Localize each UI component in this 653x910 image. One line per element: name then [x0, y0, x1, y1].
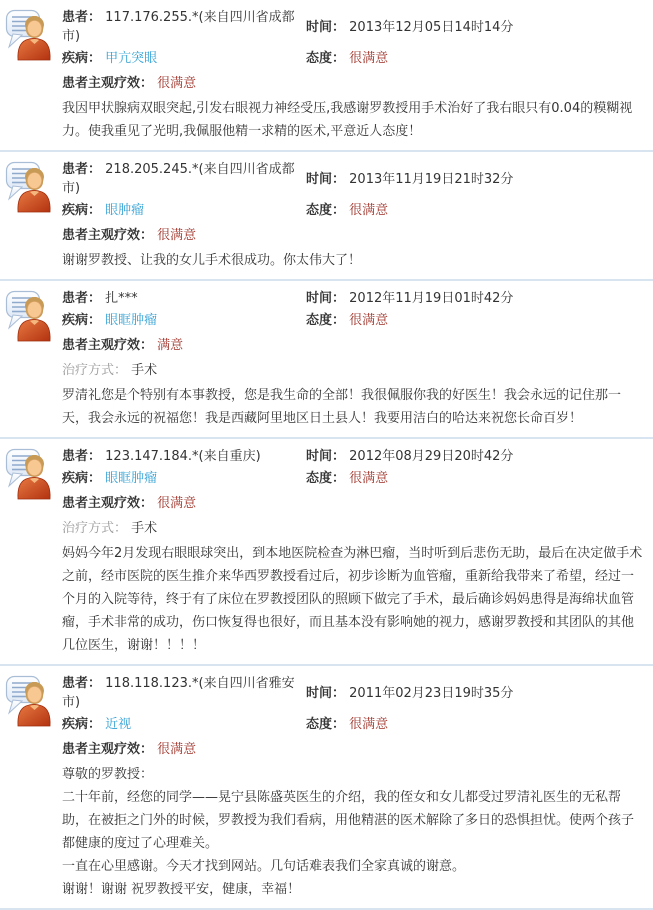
attitude-field — [306, 715, 643, 734]
time-field — [306, 684, 643, 703]
disease-link[interactable]: 近视 — [105, 717, 132, 732]
review-item — [0, 0, 653, 152]
attitude-value: 很满意 — [349, 313, 389, 328]
patient-avatar-icon — [4, 286, 62, 430]
time-label: 时间： — [306, 19, 346, 35]
disease-field — [62, 201, 306, 220]
comment-paragraph: 二十年前，经您的同学——晃宁县陈盛英医生的介绍，我的侄女和女儿都受过罗清礼医生的无私帮助，在被拒之门外的时候，罗教授为我们看病，用他精湛的医术解除了多日的恐惧担忧。使两个孩子都健康的度过了心理难关。 — [62, 790, 635, 851]
patient-value: 扎*** — [105, 291, 138, 306]
time-value: 2013年11月19日21时32分 — [349, 171, 514, 187]
review-content — [62, 157, 647, 272]
patient-field — [62, 674, 306, 712]
treatment-value: 手术 — [131, 521, 158, 536]
time-value: 2013年12月05日14时14分 — [349, 19, 514, 35]
patient-label: 患者： — [62, 676, 102, 691]
comment — [62, 763, 643, 901]
patient-value: 117.176.255.*(来自四川省成都市) — [62, 10, 295, 44]
patient-value: 123.147.184.*(来自重庆) — [105, 449, 261, 464]
time-value: 2012年11月19日01时42分 — [349, 291, 514, 306]
attitude-value: 很满意 — [349, 471, 389, 486]
disease-label: 疾病： — [62, 203, 102, 218]
disease-field — [62, 469, 306, 488]
attitude-value: 很满意 — [349, 203, 389, 218]
time-label: 时间： — [306, 685, 346, 701]
comment-paragraph: 谢谢罗教授、让我的女儿手术很成功。你太伟大了！ — [62, 253, 362, 268]
time-field — [306, 170, 643, 189]
disease-label: 疾病： — [62, 471, 102, 486]
comment — [62, 384, 643, 430]
review-item — [0, 152, 653, 281]
patient-label: 患者： — [62, 10, 102, 25]
comment-paragraph: 罗清礼您是个特别有本事教授，您是我生命的全部！我很佩服你我的好医生！我会永远的记住那一天，我会永远的祝福您！我是西藏阿里地区日土县人！我要用洁白的哈达来祝您长命百岁！ — [62, 388, 622, 426]
treatment-value: 手术 — [131, 363, 158, 378]
review-content — [62, 444, 647, 657]
treatment-label: 治疗方式： — [62, 521, 128, 536]
time-label: 时间： — [306, 171, 346, 187]
treatment-row — [62, 519, 643, 538]
patient-avatar-icon — [4, 444, 62, 657]
disease-label: 疾病： — [62, 51, 102, 66]
patient-label: 患者： — [62, 291, 102, 306]
review-content — [62, 286, 647, 430]
disease-attitude-row — [62, 311, 643, 330]
disease-attitude-row — [62, 201, 643, 220]
time-field — [306, 18, 643, 37]
disease-label: 疾病： — [62, 313, 102, 328]
effect-label: 患者主观疗效： — [62, 228, 154, 243]
effect-label: 患者主观疗效： — [62, 76, 154, 91]
effect-value: 很满意 — [157, 496, 197, 511]
disease-label: 疾病： — [62, 717, 102, 732]
comment — [62, 542, 643, 657]
disease-attitude-row — [62, 715, 643, 734]
attitude-value: 很满意 — [349, 51, 389, 66]
patient-time-row — [62, 160, 643, 198]
comment-paragraph: 我因甲状腺病双眼突起,引发右眼视力神经受压,我感谢罗教授用手术治好了我右眼只有0.04的糢糊视力。使我重见了光明,我佩服他精一求精的医术,平意近人态度！ — [62, 101, 633, 139]
patient-value: 118.118.123.*(来自四川省雅安市) — [62, 676, 295, 710]
attitude-label: 态度： — [306, 51, 346, 66]
attitude-value: 很满意 — [349, 717, 389, 732]
attitude-label: 态度： — [306, 313, 346, 328]
disease-field — [62, 311, 306, 330]
patient-avatar-icon — [4, 157, 62, 272]
attitude-label: 态度： — [306, 203, 346, 218]
comment-paragraph: 尊敬的罗教授： — [62, 767, 154, 782]
effect-row — [62, 494, 643, 513]
treatment-label: 治疗方式： — [62, 363, 128, 378]
comment-paragraph: 谢谢！谢谢 祝罗教授平安，健康，幸福！ — [62, 882, 301, 897]
review-item — [0, 281, 653, 439]
attitude-label: 态度： — [306, 717, 346, 732]
review-content — [62, 671, 647, 901]
effect-label: 患者主观疗效： — [62, 742, 154, 757]
patient-avatar-icon — [4, 671, 62, 901]
disease-attitude-row — [62, 49, 643, 68]
effect-label: 患者主观疗效： — [62, 496, 154, 511]
patient-field — [62, 160, 306, 198]
time-value: 2011年02月23日19时35分 — [349, 685, 514, 701]
patient-field — [62, 289, 306, 308]
effect-value: 满意 — [157, 338, 184, 353]
patient-label: 患者： — [62, 449, 102, 464]
patient-avatar-icon — [4, 5, 62, 143]
treatment-row — [62, 361, 643, 380]
effect-row — [62, 336, 643, 355]
effect-row — [62, 74, 643, 93]
disease-link[interactable]: 眼肿瘤 — [105, 203, 145, 218]
attitude-label: 态度： — [306, 471, 346, 486]
effect-value: 很满意 — [157, 76, 197, 91]
disease-link[interactable]: 眼眶肿瘤 — [105, 471, 158, 486]
effect-label: 患者主观疗效： — [62, 338, 154, 353]
review-item — [0, 439, 653, 666]
disease-field — [62, 715, 306, 734]
patient-time-row — [62, 289, 643, 308]
effect-value: 很满意 — [157, 228, 197, 243]
patient-field — [62, 8, 306, 46]
effect-row — [62, 226, 643, 245]
disease-attitude-row — [62, 469, 643, 488]
disease-link[interactable]: 甲亢突眼 — [105, 51, 158, 66]
patient-time-row — [62, 674, 643, 712]
effect-value: 很满意 — [157, 742, 197, 757]
effect-row — [62, 740, 643, 759]
time-field — [306, 289, 643, 308]
patient-value: 218.205.245.*(来自四川省成都市) — [62, 162, 295, 196]
attitude-field — [306, 311, 643, 330]
attitude-field — [306, 201, 643, 220]
comment — [62, 97, 643, 143]
review-item — [0, 666, 653, 910]
time-label: 时间： — [306, 291, 346, 306]
attitude-field — [306, 469, 643, 488]
patient-field — [62, 447, 306, 466]
time-value: 2012年08月29日20时42分 — [349, 449, 514, 464]
disease-field — [62, 49, 306, 68]
comment-paragraph: 一直在心里感谢。今天才找到网站。几句话难表我们全家真诚的谢意。 — [62, 859, 466, 874]
time-field — [306, 447, 643, 466]
patient-label: 患者： — [62, 162, 102, 177]
comment — [62, 249, 643, 272]
time-label: 时间： — [306, 449, 346, 464]
patient-time-row — [62, 8, 643, 46]
review-content — [62, 5, 647, 143]
disease-link[interactable]: 眼眶肿瘤 — [105, 313, 158, 328]
attitude-field — [306, 49, 643, 68]
comment-paragraph: 妈妈今年2月发现右眼眼球突出，到本地医院检查为淋巴瘤，当时听到后悲伤无助，最后在决定做手术之前，经市医院的医生推介来华西罗教授看过后，初步诊断为血管瘤，重新给我带来了希望，经过一个月的入院等待，终于有了床位在罗教授团队的照顾下做完了手术，最后确诊妈妈患得是海绵状血管瘤，手术非常的成功，伤口恢复得也很好，而且基本没有影响她的视力，感谢罗教授和其团队的其他几位医生，谢谢！！！！ — [62, 546, 643, 653]
patient-time-row — [62, 447, 643, 466]
